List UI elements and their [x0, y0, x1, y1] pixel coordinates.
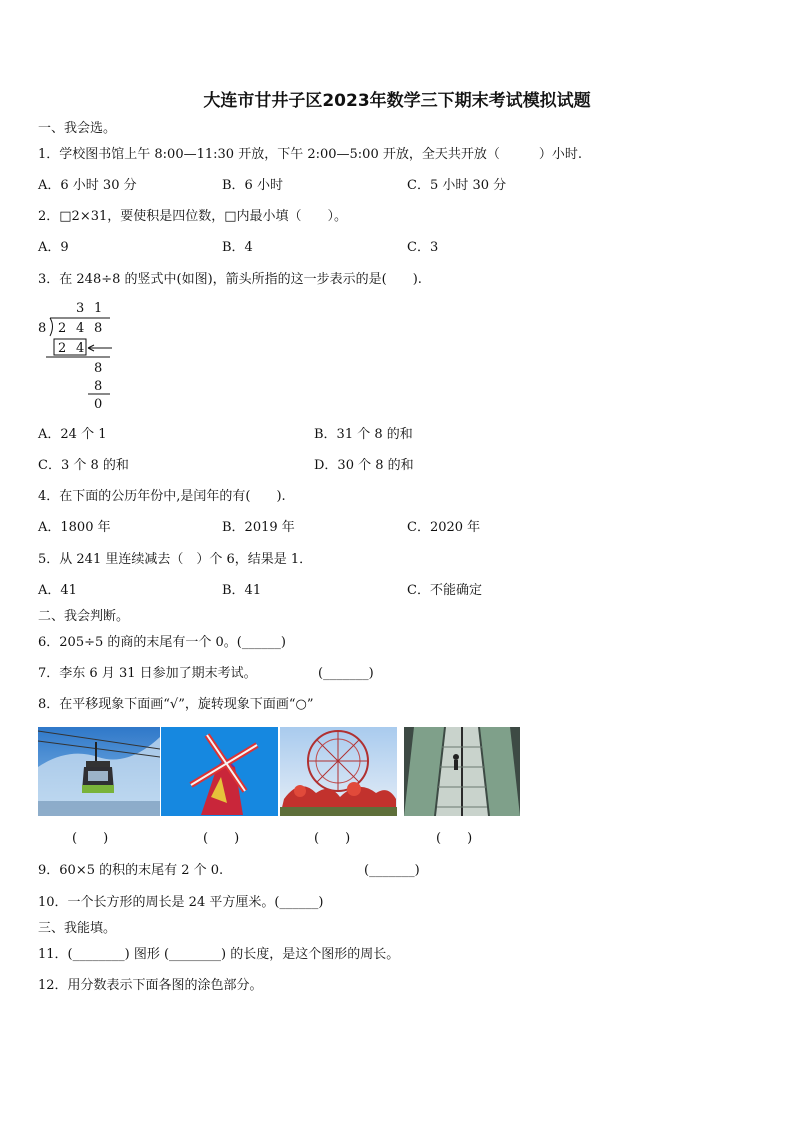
answer-blank-1[interactable]: ( ) — [72, 831, 109, 846]
question-8-stem: 8．在平移现象下面画“√”，旋转现象下面画“○” — [38, 697, 314, 712]
long-division-figure — [36, 296, 126, 414]
answer-blank-3[interactable]: ( ) — [314, 831, 351, 846]
dividend-digit: 2 — [58, 321, 67, 336]
question-6-stem: 6．205÷5 的商的末尾有一个 0。(______) — [38, 635, 286, 650]
question-12-stem: 12．用分数表示下面各图的涂色部分。 — [38, 978, 263, 993]
question-9-blank[interactable]: (_______) — [364, 863, 420, 878]
quotient-digit: 3 — [76, 301, 85, 316]
cable-car-picture — [38, 727, 160, 816]
question-5-option-c: C．不能确定 — [407, 583, 482, 598]
ferris-wheel-picture — [280, 727, 397, 816]
divisor: 8 — [38, 321, 47, 336]
question-3-option-a: A．24 个 1 — [38, 427, 107, 442]
question-2-option-a: A．9 — [38, 240, 69, 255]
section-heading-judge: 二、我会判断。 — [38, 609, 130, 624]
question-7-stem: 7．李东 6 月 31 日参加了期末考试。 — [38, 666, 257, 681]
page-title: 大连市甘井子区2023年数学三下期末考试模拟试题 — [203, 91, 591, 111]
question-5-stem: 5．从 241 里连续减去（ ）个 6，结果是 1． — [38, 552, 313, 567]
windmill-picture — [161, 727, 278, 816]
question-1-option-c: C．5 小时 30 分 — [407, 178, 507, 193]
question-2-option-c: C．3 — [407, 240, 439, 255]
question-2-stem: 2．□2×31，要使积是四位数，□内最小填（ ）。 — [38, 209, 348, 224]
step-digit: 2 — [58, 341, 67, 356]
question-1-stem: 1．学校图书馆上午 8:00—11:30 开放，下午 2:00—5:00 开放，全天共开放（ ）小时. — [38, 147, 582, 162]
dividend-digit: 8 — [94, 321, 103, 336]
question-11-stem: 11．(________) 图形 (________) 的长度，是这个图形的周长。 — [38, 947, 400, 962]
question-2-option-b: B．4 — [222, 240, 253, 255]
remainder: 0 — [94, 397, 103, 412]
question-5-option-b: B．41 — [222, 583, 262, 598]
question-3-option-b: B．31 个 8 的和 — [314, 427, 413, 442]
question-5-option-a: A．41 — [38, 583, 77, 598]
step-digit: 8 — [94, 361, 103, 376]
quotient-digit: 1 — [94, 301, 103, 316]
dividend-digit: 4 — [76, 321, 85, 336]
question-10-stem: 10．一个长方形的周长是 24 平方厘米。(______) — [38, 895, 324, 910]
question-3-option-d: D．30 个 8 的和 — [314, 458, 414, 473]
question-4-option-a: A．1800 年 — [38, 520, 111, 535]
question-3-option-c: C．3 个 8 的和 — [38, 458, 129, 473]
question-4-stem: 4．在下面的公历年份中,是闰年的有( ). — [38, 489, 286, 504]
step-digit: 8 — [94, 379, 103, 394]
answer-blank-2[interactable]: ( ) — [203, 831, 240, 846]
question-9-stem: 9．60×5 的积的末尾有 2 个 0. — [38, 863, 224, 878]
question-4-option-b: B．2019 年 — [222, 520, 295, 535]
escalator-picture — [404, 727, 520, 816]
question-1-option-b: B．6 小时 — [222, 178, 283, 193]
question-1-option-a: A．6 小时 30 分 — [38, 178, 137, 193]
section-heading-choice: 一、我会选。 — [38, 121, 117, 136]
answer-blank-4[interactable]: ( ) — [436, 831, 473, 846]
question-3-stem: 3．在 248÷8 的竖式中(如图)，箭头所指的这一步表示的是( ). — [38, 272, 422, 287]
question-7-blank[interactable]: (_______) — [318, 666, 374, 681]
question-4-option-c: C．2020 年 — [407, 520, 481, 535]
step-digit: 4 — [76, 341, 85, 356]
section-heading-fill: 三、我能填。 — [38, 921, 117, 936]
